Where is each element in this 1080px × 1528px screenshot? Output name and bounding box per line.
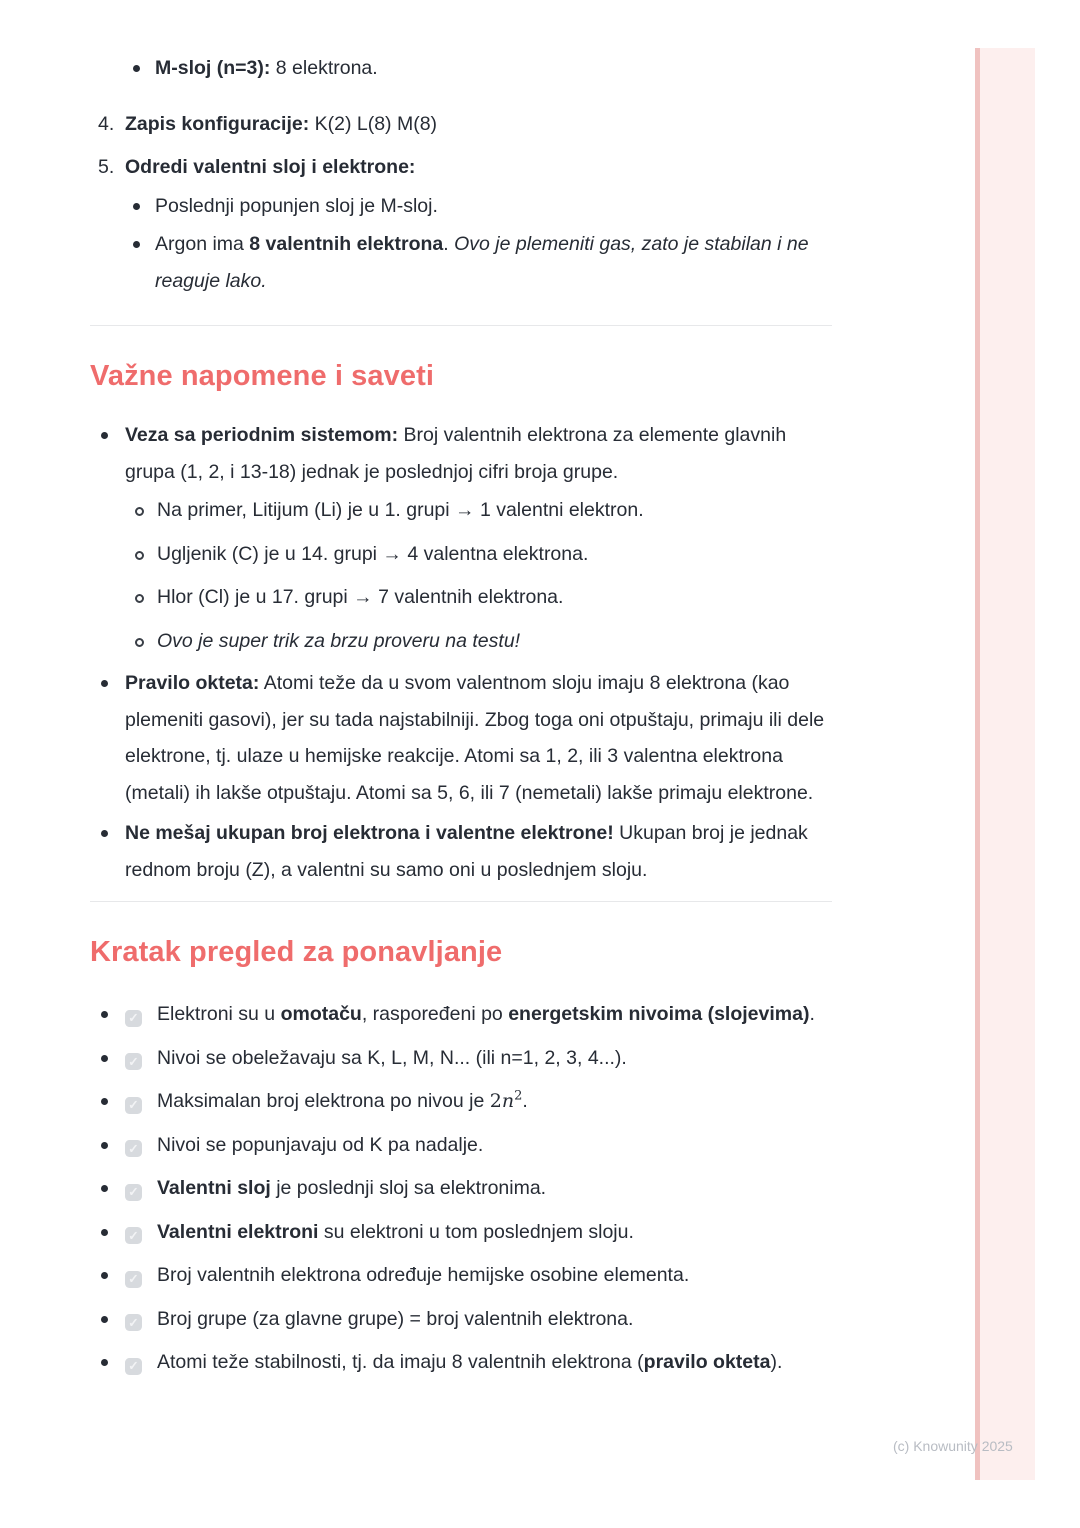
- item-italic-text: Ovo je super trik za brzu proveru na testu!: [157, 629, 521, 652]
- step-item-5: [90, 149, 832, 186]
- checkbox-checked-icon[interactable]: [125, 1227, 142, 1244]
- math-formula: [490, 1090, 523, 1112]
- item-bold-label: M-sloj (n=3):: [155, 57, 271, 79]
- bullet-icon: [101, 1316, 108, 1323]
- checkbox-checked-icon[interactable]: [125, 1314, 142, 1331]
- divider: [90, 325, 832, 326]
- checkmark-icon: ✓: [128, 1141, 139, 1156]
- item-bold-label: Veza sa periodnim sistemom:: [125, 424, 399, 446]
- item-text: Elektroni su u: [157, 1003, 281, 1025]
- item-text: Nivoi se popunjavaju od K pa nadalje.: [157, 1133, 484, 1156]
- check-list-item: [90, 1344, 832, 1381]
- check-list-item: [90, 1170, 832, 1207]
- checkmark-icon: ✓: [128, 1359, 139, 1373]
- bullet-icon: [133, 241, 140, 248]
- checkbox-checked-icon[interactable]: [125, 1358, 142, 1375]
- item-text: Atomi teže stabilnosti, tj. da imaju 8 valentnih elektrona (: [157, 1351, 644, 1373]
- check-list-item: [90, 996, 832, 1033]
- bullet-icon: [101, 1229, 108, 1236]
- step-number: 4.: [98, 112, 115, 135]
- checkbox-checked-icon[interactable]: [125, 1010, 142, 1027]
- list-item: [90, 226, 832, 299]
- step-bold-label: Odredi valentni sloj i elektrone:: [125, 156, 416, 178]
- check-list-item: [90, 1040, 832, 1077]
- item-text: Broj valentnih elektrona određuje hemijske osobine elementa.: [157, 1264, 690, 1286]
- check-list-item: [90, 1214, 832, 1251]
- bullet-icon: [101, 1359, 108, 1366]
- item-text: Ukupan broj je jednak rednom broju (Z), a valentni su samo oni u poslednjem sloju.: [125, 822, 808, 881]
- checkbox-checked-icon[interactable]: [125, 1271, 142, 1288]
- list-item: [90, 665, 832, 811]
- item-text: Na primer, Litijum (Li) je u 1. grupi → 1 valentni elektron.: [157, 499, 644, 521]
- checkmark-icon: ✓: [128, 1185, 139, 1199]
- checkbox-checked-icon[interactable]: [125, 1140, 142, 1157]
- bullet-icon: [101, 1098, 108, 1105]
- checkbox-checked-icon[interactable]: [125, 1097, 142, 1114]
- item-text: Atomi teže da u svom valentnom sloju imaju 8 elektrona (kao plemeniti gasovi), jer su tada najstabilniji. Zbog toga oni otpuštaju, primaju ili dele elektrone, tj. ulaze u hemijske reakcije. Atomi sa 1, 2, ili 3 valentna elektrona (metali) ih lakše otpuštaju. Atomi sa 5, 6, ili 7 (nemetali) lakše primaju elektrone.: [125, 672, 825, 804]
- step-text: K(2) L(8) M(8): [309, 112, 438, 135]
- step-number: 5.: [98, 156, 115, 178]
- item-text: Argon ima: [155, 233, 250, 255]
- bullet-icon: [101, 432, 108, 439]
- circle-bullet-icon: [135, 638, 144, 647]
- bullet-icon: [101, 1142, 108, 1149]
- check-list-item: [90, 1127, 832, 1164]
- item-text: su elektroni u tom poslednjem sloju.: [318, 1220, 634, 1243]
- item-text: Poslednji popunjen sloj je M-sloj.: [155, 194, 438, 217]
- check-list-item: [90, 1301, 832, 1338]
- step-item-4: [90, 106, 832, 143]
- item-italic-text: Ovo je plemeniti gas, zato je stabilan i ne reaguje lako.: [155, 233, 809, 292]
- document-content: [90, 0, 832, 1381]
- math-coefficient: 2: [489, 1090, 502, 1112]
- page-edge-stripe: [975, 48, 1035, 1480]
- checkmark-icon: ✓: [128, 1098, 139, 1112]
- bullet-icon: [101, 1185, 108, 1192]
- item-text: .: [443, 233, 455, 255]
- step-bold-label: Zapis konfiguracije:: [125, 112, 310, 135]
- item-bold-label: Pravilo okteta:: [125, 672, 260, 694]
- item-text: Nivoi se obeležavaju sa K, L, M, N... (ili n=1, 2, 3, 4...).: [157, 1046, 627, 1069]
- list-item-m-sloj: [90, 50, 832, 87]
- item-text: .: [809, 1003, 815, 1025]
- list-item: [90, 188, 832, 225]
- checkmark-icon: ✓: [128, 1272, 139, 1286]
- item-bold-label: Ne mešaj ukupan broj elektrona i valentne elektrone!: [125, 822, 614, 844]
- check-list-item: [90, 1257, 832, 1294]
- item-text: Broj valentnih elektrona za elemente glavnih grupa (1, 2, i 13-18) jednak je poslednjoj cifri broja grupe.: [125, 424, 787, 483]
- divider: [90, 901, 832, 902]
- sub-list-item: [125, 492, 832, 529]
- item-bold-label: Valentni sloj: [157, 1177, 271, 1199]
- item-bold-text: pravilo okteta: [643, 1351, 771, 1373]
- checkmark-icon: ✓: [128, 1228, 139, 1243]
- bullet-icon: [101, 1272, 108, 1279]
- sub-list-item: [125, 623, 832, 660]
- bullet-icon: [101, 1055, 108, 1062]
- section-title-notes: Važne napomene i saveti: [90, 360, 434, 392]
- copyright-watermark: (c) Knowunity 2025: [893, 1438, 1013, 1454]
- sub-list-item: [125, 536, 832, 573]
- item-text: Broj grupe (za glavne grupe) = broj valentnih elektrona.: [157, 1307, 634, 1330]
- check-list-item: [90, 1083, 832, 1120]
- item-text: je poslednji sloj sa elektronima.: [270, 1177, 547, 1199]
- math-exponent: 2: [514, 1088, 523, 1104]
- list-item: [90, 417, 832, 659]
- item-text: Maksimalan broj elektrona po nivou je: [157, 1090, 490, 1112]
- item-text: ).: [770, 1351, 783, 1373]
- item-bold-label: Valentni elektroni: [157, 1220, 319, 1243]
- circle-bullet-icon: [135, 551, 144, 560]
- item-text: 8 elektrona.: [270, 57, 378, 79]
- sub-list-item: [125, 579, 832, 616]
- circle-bullet-icon: [135, 507, 144, 516]
- bullet-icon: [133, 65, 140, 72]
- bullet-icon: [133, 203, 140, 210]
- bullet-icon: [101, 1011, 108, 1018]
- checkmark-icon: ✓: [128, 1054, 139, 1069]
- item-text: Hlor (Cl) je u 17. grupi → 7 valentnih elektrona.: [157, 586, 564, 608]
- checkmark-icon: ✓: [128, 1315, 139, 1330]
- item-text: Ugljenik (C) je u 14. grupi → 4 valentna elektrona.: [157, 542, 589, 565]
- circle-bullet-icon: [135, 594, 144, 603]
- bullet-icon: [101, 680, 108, 687]
- item-bold-text: energetskim nivoima (slojevima): [508, 1003, 810, 1025]
- item-text: , raspoređeni po: [361, 1003, 509, 1025]
- math-variable: n: [501, 1090, 515, 1112]
- item-text: .: [522, 1090, 528, 1112]
- item-bold-text: omotaču: [280, 1003, 362, 1025]
- checkmark-icon: ✓: [128, 1011, 139, 1025]
- bullet-icon: [101, 830, 108, 837]
- section-title-review: Kratak pregled za ponavljanje: [90, 936, 503, 968]
- checkbox-checked-icon[interactable]: [125, 1184, 142, 1201]
- checkbox-checked-icon[interactable]: [125, 1053, 142, 1070]
- list-item: [90, 815, 832, 888]
- item-bold-text: 8 valentnih elektrona: [249, 233, 444, 255]
